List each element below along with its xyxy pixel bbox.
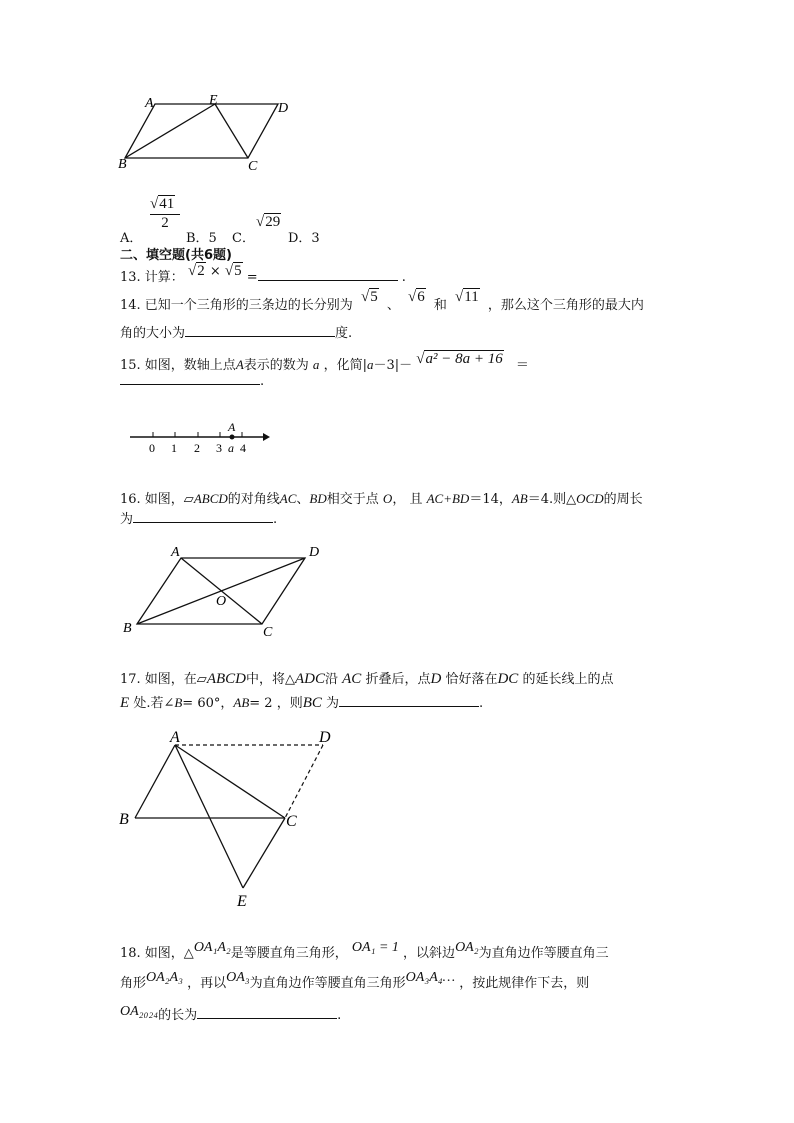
q15-answer-blank[interactable] (120, 372, 260, 385)
label-A: A (145, 96, 154, 111)
q17-line2: E 处.若∠B= 60°，AB= 2 ，则BC 为 . (120, 695, 484, 711)
option-a-fraction: √41 2 (150, 196, 180, 232)
q13-end: . (401, 270, 406, 285)
q17-figure (115, 725, 345, 910)
q16-line2: 为 . (120, 512, 278, 527)
q16-answer-blank[interactable] (133, 510, 273, 523)
q13-answer-blank[interactable] (258, 268, 398, 281)
label-B: B (118, 157, 127, 172)
q15-radicand: a² − 8a + 16 (425, 351, 503, 367)
section-heading: 二、填空题(共6题) (120, 248, 232, 263)
tick-4: 4 (240, 441, 246, 455)
label-C: C (263, 625, 273, 640)
q14-line2: 角的大小为 度. (120, 326, 353, 341)
label-A: A (171, 545, 180, 560)
label-D: D (319, 729, 331, 746)
option-a-num: 41 (159, 196, 175, 212)
q14-answer-blank[interactable] (185, 324, 335, 337)
q12-options (120, 196, 320, 246)
option-a-den: 2 (161, 215, 169, 231)
q13-times: × (209, 264, 221, 279)
q18-line3: OA₂₀₂₄的长为 . (120, 1004, 342, 1023)
q16-line1: 16. 如图，▱ABCD的对角线AC、BD相交于点 O， 且 AC+BD＝14，AB＝4.则△OCD的周长 (120, 491, 643, 507)
label-A: A (170, 729, 180, 746)
option-a-label: A． (120, 231, 143, 246)
tick-2: 2 (194, 441, 200, 455)
label-A-axis: A (228, 420, 236, 434)
tick-3: 3 (216, 441, 222, 455)
label-B: B (119, 811, 129, 828)
q16-figure (115, 540, 330, 640)
option-d: D．3 (288, 231, 320, 246)
q17-answer-blank[interactable] (339, 694, 479, 707)
option-c-value: √29 (256, 214, 281, 230)
q17-line1: 17. 如图，在▱ABCD中，将△ADC沿 AC 折叠后，点D 恰好落在DC 的延长线上的点 (120, 671, 614, 687)
label-C: C (248, 159, 258, 174)
tick-1: 1 (171, 441, 177, 455)
q13: 13. 计算： √2 × √5 = . (120, 263, 406, 285)
q13-prefix: 13. 计算： (120, 270, 184, 285)
q18-answer-blank[interactable] (197, 1006, 337, 1019)
label-D: D (309, 545, 320, 560)
q18-line2: 角形OA₂A₃ ，再以OA₃为直角边作等腰直角三角形OA₃A₄… ，按此规律作下去，则 (120, 970, 590, 991)
q13-r2: 5 (234, 263, 242, 279)
q15-line1: 15. 如图，数轴上点A表示的数为 a ，化简|a－3|－ √a² − 8a + 16 ＝ (120, 351, 529, 373)
q18-line1: 18. 如图，△OA₁A₂是等腰直角三角形， OA₁ = 1 ，以斜边OA₂为直角边作等腰直角三 (120, 940, 609, 961)
label-O: O (216, 594, 227, 609)
q13-eq: = (246, 270, 258, 285)
q15-line2: . (120, 372, 264, 389)
q12-figure (110, 92, 300, 174)
label-D: D (278, 101, 289, 116)
label-E: E (209, 93, 218, 108)
q14-line1: 14. 已知一个三角形的三条边的长分别为 √5 、 √6 和 √11 ，那么这个三角形的最大内 (120, 289, 644, 313)
label-C: C (286, 813, 297, 830)
q13-r1: 2 (197, 263, 205, 279)
label-E: E (237, 893, 247, 910)
label-B: B (123, 621, 132, 636)
label-a: a (228, 441, 234, 455)
point-a-dot (230, 435, 235, 440)
tick-0: 0 (149, 441, 155, 455)
number-line (125, 418, 275, 458)
option-b: B．5 (186, 231, 217, 246)
option-c-label: C． (232, 231, 255, 246)
